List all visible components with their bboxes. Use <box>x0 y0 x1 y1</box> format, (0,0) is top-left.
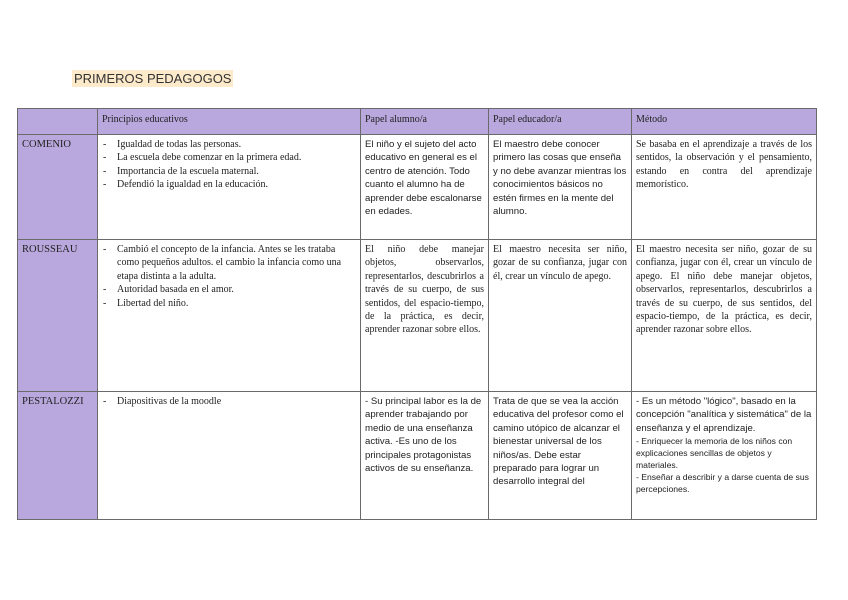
header-papel-alumno: Papel alumno/a <box>361 109 489 135</box>
metodo-main-text: - Es un método "lógico", basado en la concepción "analítica y sistemática" de la enseñanza y el aprendizaje. <box>636 396 812 434</box>
list-item: - Igualdad de todas las personas. <box>102 138 356 151</box>
document-title: PRIMEROS PEDAGOGOS <box>74 71 232 86</box>
cell-alumno-rousseau: El niño debe manejar objetos, observarlos, representarlos, descubrirlos a través de su cuerpo, de sus sentidos, del espacio-tiempo, de la práctica, es decir, aprender razonar sobre ellos. <box>361 240 489 392</box>
row-name-rousseau: ROUSSEAU <box>18 240 98 392</box>
table-row-comenio <box>18 135 817 240</box>
row-name-comenio: COMENIO <box>18 135 98 240</box>
cell-principios-pestalozzi <box>98 392 361 520</box>
table-row-rousseau <box>18 240 817 392</box>
list-item: - Cambió el concepto de la infancia. Antes se les trataba como pequeños adultos. el cambio la infancia como una etapa distinta a la adulta. <box>102 243 356 283</box>
list-item: - Libertad del niño. <box>102 297 356 310</box>
header-metodo: Método <box>632 109 817 135</box>
table-header-row <box>18 109 817 135</box>
list-item: - Autoridad basada en el amor. <box>102 283 356 296</box>
header-cell-empty <box>18 109 98 135</box>
cell-educador-pestalozzi: Trata de que se vea la acción educativa del profesor como el camino utópico de alcanzar el bienestar universal de los niños/as. Debe estar preparado para lograr un desarrollo integral del <box>489 392 632 520</box>
list-item: - Defendió la igualdad en la educación. <box>102 178 356 191</box>
list-item: - Diapositivas de la moodle <box>102 395 356 408</box>
pedagogues-table <box>17 108 817 520</box>
cell-educador-comenio: El maestro debe conocer primero las cosas que enseña y no debe avanzar mientras los conocimientos básicos no estén firmes en la mente del alumno. <box>489 135 632 240</box>
metodo-item: - Enseñar a describir y a darse cuenta de sus percepciones. <box>636 472 809 495</box>
cell-metodo-rousseau: El maestro necesita ser niño, gozar de su confianza, jugar con él, crear un vínculo de apego. El niño debe manejar objetos, observarlos, representarlos, descubrirlos a través de su cuerpo, de sus sentidos, del espacio-tiempo, de la práctica, es decir, aprender razonar sobre ellos. <box>632 240 817 392</box>
cell-metodo-comenio: Se basaba en el aprendizaje a través de los sentidos, la observación y el pensamiento, estando en contra del aprendizaje memorístico. <box>632 135 817 240</box>
table-row-pestalozzi <box>18 392 817 520</box>
cell-principios-comenio <box>98 135 361 240</box>
list-item: - Importancia de la escuela maternal. <box>102 165 356 178</box>
cell-educador-rousseau: El maestro necesita ser niño, gozar de su confianza, jugar con él, crear un vínculo de apego. <box>489 240 632 392</box>
cell-principios-rousseau <box>98 240 361 392</box>
cell-metodo-pestalozzi <box>632 392 817 520</box>
metodo-item: - Enriquecer la memoria de los niños con explicaciones sencillas de objetos y materiales. <box>636 436 793 471</box>
header-principios: Principios educativos <box>98 109 361 135</box>
row-name-pestalozzi: PESTALOZZI <box>18 392 98 520</box>
list-item: - La escuela debe comenzar en la primera edad. <box>102 151 356 164</box>
cell-alumno-pestalozzi: - Su principal labor es la de aprender trabajando por medio de una enseñanza activa. -Es uno de los principales protagonistas activos de su enseñanza. <box>361 392 489 520</box>
header-papel-educador: Papel educador/a <box>489 109 632 135</box>
cell-alumno-comenio: El niño y el sujeto del acto educativo en general es el centro de atención. Todo cuanto el alumno ha de aprender debe escalonarse en edades. <box>361 135 489 240</box>
